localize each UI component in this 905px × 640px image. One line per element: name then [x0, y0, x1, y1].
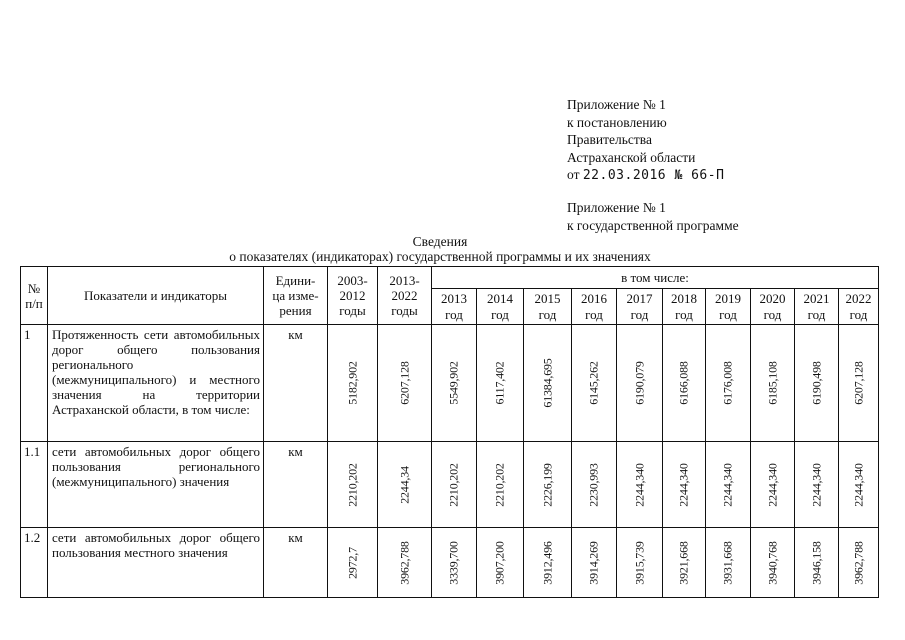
- cell-value: 3915,739: [632, 540, 646, 585]
- col-indicators-header: Показатели и индикаторы: [48, 267, 264, 325]
- year-header: [524, 289, 572, 325]
- col-unit-header: [264, 267, 328, 325]
- value-cell: [706, 442, 751, 528]
- period-line: 2012: [339, 288, 366, 303]
- decree-date: 22.03.2016 № 66-П: [582, 168, 725, 183]
- value-cell: [839, 442, 879, 528]
- cell-value: 2210,202: [492, 462, 507, 507]
- cell-value: 6185,108: [765, 361, 779, 405]
- value-cell: [572, 442, 617, 528]
- value-cell: [432, 442, 477, 528]
- decree-reference: [567, 96, 724, 185]
- value-cell: [617, 325, 663, 442]
- year-header: [432, 289, 477, 325]
- value-cell: [378, 528, 432, 598]
- year-header: [839, 289, 879, 325]
- cell-value: 3914,269: [586, 540, 601, 585]
- row-unit: км: [264, 442, 328, 528]
- year-label: 2013: [441, 290, 467, 306]
- year-header: [706, 289, 751, 325]
- cell-value: 6207,128: [851, 361, 865, 405]
- col-num-line: п/п: [25, 295, 43, 311]
- value-cell: [378, 442, 432, 528]
- year-header: [617, 289, 663, 325]
- col-unit-line: рения: [279, 303, 312, 318]
- year-word: год: [849, 306, 868, 322]
- year-label: 2016: [581, 290, 607, 306]
- value-cell: [477, 528, 524, 598]
- cell-value: 2244,340: [632, 462, 646, 507]
- year-word: год: [585, 306, 603, 322]
- value-cell: [751, 325, 795, 442]
- cell-value: 6207,128: [397, 361, 411, 405]
- cell-value: 3912,496: [540, 540, 554, 585]
- cell-value: 6176,008: [720, 361, 735, 405]
- row-number: 1.1: [21, 442, 48, 528]
- header-line: Приложение № 1: [567, 97, 666, 112]
- cell-value: 2226,199: [540, 462, 554, 507]
- cell-value: 2244,340: [720, 462, 735, 507]
- row-description: сети автомобильных дорог общего пользования местного значения: [48, 528, 264, 598]
- cell-value: 6190,079: [632, 361, 646, 405]
- value-cell: [617, 528, 663, 598]
- row-number: 1: [21, 325, 48, 442]
- year-label: 2014: [487, 290, 513, 306]
- value-cell: [795, 325, 839, 442]
- value-cell: [524, 442, 572, 528]
- cell-value: 3962,788: [851, 540, 865, 585]
- value-cell: [432, 528, 477, 598]
- year-label: 2019: [715, 290, 741, 306]
- year-header: [477, 289, 524, 325]
- value-cell: [572, 325, 617, 442]
- program-appendix: [567, 199, 739, 234]
- cell-value: 2230,993: [586, 462, 601, 507]
- value-cell: [706, 325, 751, 442]
- header-line: Правительства: [567, 132, 652, 147]
- value-cell: [524, 528, 572, 598]
- cell-value: 2244,340: [676, 462, 691, 507]
- year-word: год: [630, 306, 649, 322]
- value-cell: [328, 325, 378, 442]
- cell-value: 3921,668: [676, 540, 691, 585]
- cell-value: 3907,200: [492, 540, 507, 585]
- value-cell: [663, 442, 706, 528]
- table-row: [21, 325, 879, 442]
- value-cell: [751, 442, 795, 528]
- value-cell: [663, 528, 706, 598]
- period-line: годы: [339, 303, 366, 318]
- header-row: [21, 267, 879, 289]
- cell-value: 2210,202: [345, 462, 359, 507]
- cell-value: 6190,498: [809, 361, 823, 405]
- cell-value: 6117,402: [492, 361, 507, 405]
- cell-value: 6166,088: [676, 361, 691, 405]
- row-unit: км: [264, 528, 328, 598]
- value-cell: [572, 528, 617, 598]
- year-word: год: [491, 306, 509, 322]
- decree-date-line: [567, 166, 724, 185]
- row-description: Протяженность сети автомобильных дорог общего пользования регионального (межмуниципального) и местного значения на территории Астраханской области, в том числе:: [48, 325, 264, 442]
- table-row: [21, 442, 879, 528]
- value-cell: [477, 442, 524, 528]
- header-line: Астраханской области: [567, 149, 696, 165]
- value-cell: [706, 528, 751, 598]
- year-word: год: [763, 306, 782, 322]
- period-line: 2013-: [389, 273, 420, 288]
- cell-value: 5549,902: [446, 361, 461, 405]
- cell-value: 2210,202: [446, 462, 461, 507]
- cell-value: 2244,340: [765, 462, 779, 507]
- col-period1-header: [328, 267, 378, 325]
- period-line: 2022: [391, 288, 418, 303]
- cell-value: 61384,695: [540, 358, 554, 408]
- cell-value: 2244,340: [809, 462, 823, 507]
- year-word: год: [445, 306, 463, 322]
- year-label: 2018: [671, 290, 697, 306]
- including-header: в том числе:: [432, 267, 879, 289]
- period-line: годы: [391, 303, 418, 318]
- date-prefix: от: [567, 167, 583, 182]
- year-header: [751, 289, 795, 325]
- row-description: сети автомобильных дорог общего пользования регионального (межмуниципального) значения: [48, 442, 264, 528]
- indicators-table: [20, 266, 879, 598]
- cell-value: 3931,668: [720, 540, 735, 585]
- cell-value: 5182,902: [345, 361, 359, 405]
- value-cell: [378, 325, 432, 442]
- appendix-line: к государственной программе: [567, 217, 739, 233]
- year-label: 2021: [803, 290, 830, 306]
- value-cell: [328, 442, 378, 528]
- col-unit-line: ца изме-: [272, 288, 319, 303]
- year-word: год: [538, 306, 557, 322]
- year-header: [572, 289, 617, 325]
- col-period2-header: [378, 267, 432, 325]
- period-line: 2003-: [337, 273, 368, 288]
- col-num-line: №: [27, 280, 41, 296]
- cell-value: 2972,7: [345, 546, 359, 579]
- table-row: [21, 528, 879, 598]
- value-cell: [839, 528, 879, 598]
- year-header: [795, 289, 839, 325]
- row-unit: км: [264, 325, 328, 442]
- year-word: год: [807, 306, 826, 322]
- year-word: год: [675, 306, 693, 322]
- cell-value: 3946,158: [809, 540, 823, 585]
- value-cell: [839, 325, 879, 442]
- value-cell: [795, 442, 839, 528]
- value-cell: [663, 325, 706, 442]
- document-title: Сведения: [412, 234, 468, 249]
- value-cell: [432, 325, 477, 442]
- document-subtitle: о показателях (индикаторах) государственной программы и их значениях: [229, 249, 651, 264]
- value-cell: [795, 528, 839, 598]
- cell-value: 3339,700: [446, 540, 461, 585]
- header-line: к постановлению: [567, 114, 667, 130]
- col-unit-line: Едини-: [275, 273, 316, 288]
- year-label: 2015: [534, 290, 561, 306]
- value-cell: [477, 325, 524, 442]
- year-word: год: [719, 306, 737, 322]
- row-number: 1.2: [21, 528, 48, 598]
- cell-value: 3962,788: [397, 540, 411, 585]
- year-header: [663, 289, 706, 325]
- cell-value: 6145,262: [586, 361, 601, 405]
- value-cell: [751, 528, 795, 598]
- col-num-header: [21, 267, 48, 325]
- value-cell: [617, 442, 663, 528]
- cell-value: 2244,340: [851, 462, 865, 507]
- cell-value: 2244,34: [397, 465, 411, 504]
- value-cell: [524, 325, 572, 442]
- year-label: 2017: [626, 290, 653, 306]
- value-cell: [328, 528, 378, 598]
- year-label: 2022: [845, 290, 872, 306]
- year-label: 2020: [759, 290, 786, 306]
- cell-value: 3940,768: [765, 540, 779, 585]
- appendix-line: Приложение № 1: [567, 200, 666, 215]
